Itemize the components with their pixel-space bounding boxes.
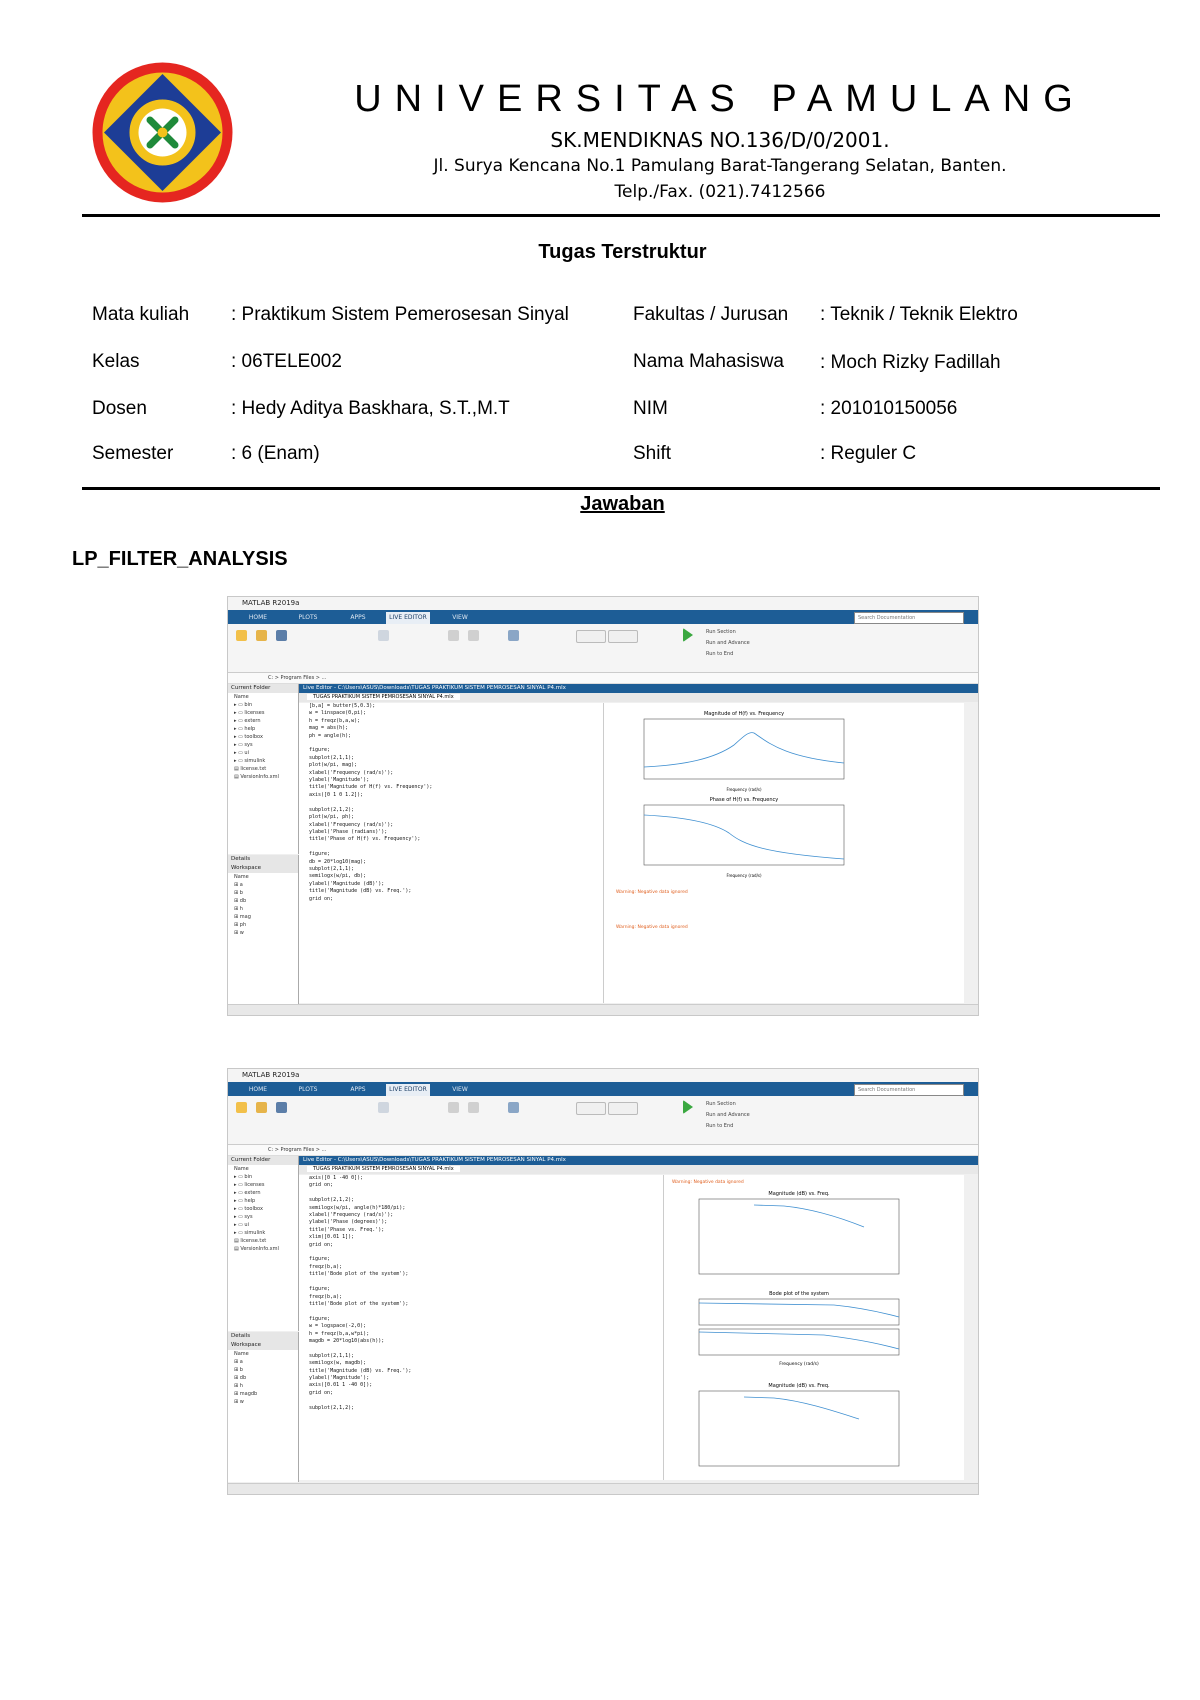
tab-view[interactable]: VIEW: [452, 614, 468, 621]
bold-icon[interactable]: [378, 1102, 389, 1113]
address-bar[interactable]: C: > Program Files > ...: [228, 673, 978, 684]
university-phone: Telp./Fax. (021).7412566: [614, 182, 826, 202]
live-editor-titlebar: Live Editor - C:\Users\ASUS\Downloads\TUGAS PRAKTIKUM SISTEM PEMROSESAN SINYAL P4.mlx: [299, 1156, 979, 1165]
info-label: Shift: [633, 443, 672, 464]
tab-plots[interactable]: PLOTS: [298, 614, 318, 621]
info-label: Nama Mahasiswa: [633, 351, 784, 372]
plot-title: Magnitude of H(f) vs. Frequency: [703, 711, 785, 717]
pane-title: Details: [228, 855, 298, 864]
variable-item[interactable]: ⊞ h: [234, 1383, 243, 1389]
decree-number: SK.MENDIKNAS NO.136/D/0/2001.: [550, 128, 890, 152]
plot-title: Bode plot of the system: [769, 1291, 829, 1297]
plot-axes: [699, 1199, 899, 1274]
list-item[interactable]: ▤ VersionInfo.xml: [234, 1246, 279, 1252]
variable-item[interactable]: ⊞ a: [234, 1359, 243, 1365]
workspace-pane: [228, 855, 299, 1005]
list-item[interactable]: ▸ ▭ toolbox: [234, 734, 263, 740]
plot-title: Magnitude (dB) vs. Freq.: [768, 1383, 830, 1389]
info-divider: [82, 487, 1160, 490]
info-label: NIM: [633, 398, 668, 419]
answer-heading: Jawaban: [580, 493, 665, 515]
variable-item[interactable]: ⊞ w: [234, 930, 244, 936]
status-bar: [228, 1483, 978, 1494]
list-item[interactable]: ▤ license.txt: [234, 766, 267, 772]
ribbon-toolstrip: [228, 1096, 978, 1145]
x-axis-label: Frequency (rad/s): [726, 873, 762, 878]
code-icon[interactable]: [448, 630, 459, 641]
run-icon[interactable]: [683, 628, 693, 642]
save-icon[interactable]: [276, 630, 287, 641]
save-icon[interactable]: [276, 1102, 287, 1113]
variable-item[interactable]: ⊞ ph: [234, 922, 247, 928]
new-icon[interactable]: [236, 1102, 247, 1113]
editor-tab[interactable]: TUGAS PRAKTIKUM SISTEM PEMROSESAN SINYAL P4.mlx: [307, 694, 460, 700]
plot-title: Phase of H(f) vs. Frequency: [709, 797, 779, 803]
tab-live-editor[interactable]: LIVE EDITOR: [386, 612, 430, 624]
header-divider: [82, 214, 1160, 217]
live-output-pane: [663, 1175, 964, 1480]
list-item[interactable]: ▤ VersionInfo.xml: [234, 774, 279, 780]
university-address: Jl. Surya Kencana No.1 Pamulang Barat-Tangerang Selatan, Banten.: [433, 156, 1007, 176]
university-name: UNIVERSITAS PAMULANG: [354, 78, 1086, 120]
open-folder-icon[interactable]: [256, 1102, 267, 1113]
list-item[interactable]: ▸ ▭ extern: [234, 1190, 261, 1196]
address-bar[interactable]: C: > Program Files > ...: [228, 1145, 978, 1156]
figure-output-1: [604, 703, 964, 1003]
figure-output-2: [664, 1175, 964, 1480]
editor-tab[interactable]: TUGAS PRAKTIKUM SISTEM PEMROSESAN SINYAL P4.mlx: [307, 1166, 460, 1172]
search-documentation-input[interactable]: Search Documentation: [854, 1084, 964, 1096]
variable-item[interactable]: ⊞ b: [234, 1367, 243, 1373]
matlab-titlebar: MATLAB R2019a: [228, 1069, 978, 1082]
variable-item[interactable]: ⊞ db: [234, 898, 247, 904]
live-output-pane: [603, 703, 964, 1003]
matlab-screenshot-2: [227, 1068, 979, 1495]
current-folder-pane: [228, 684, 299, 854]
code-editor[interactable]: [b,a] = butter(5,0.3); w = linspace(0,pi); h = freqz(b,a,w); mag = abs(h); ph = angle(h); figure; subplot(2,1,1); plot(w/pi, mag); xlabel('Frequency (rad/s)'); ylabel('Magnitude'); title('Magnitude of H(f) vs. Frequency'); axis([0 1 0 1.2]); subplot(2,1,2); plot(w/pi, ph); xlabel('Frequency (rad/s)'); ylabel('Phase (radians)'); title('Phase of H(f) vs. Frequency'); figure; db = 20*log10(mag); subplot(2,1,1); semilogx(w/pi, db); ylabel('Magnitude (dB)'); title('Magnitude (dB) vs. Freq.'); grid on;: [299, 703, 609, 1003]
code-editor[interactable]: axis([0 1 -40 0]); grid on; subplot(2,1,2); semilogx(w/pi, angle(h)*180/pi); xlabel('Frequency (rad/s)'); ylabel('Phase (degrees)'); title('Phase vs. Freq.'); xlim([0.01 1]); grid on; figure; freqz(b,a); title('Bode plot of the system'); figure; freqz(b,a); title('Bode plot of the system'); figure; w = logspace(-2,0); h = freqz(b,a,w*pi); magdb = 20*log10(abs(h)); subplot(2,1,1); semilogx(w, magdb); title('Magnitude (dB) vs. Freq.'); ylabel('Magnitude'); axis([0.01 1 -40 0]); grid on; subplot(2,1,2);: [299, 1175, 669, 1480]
plot-axes: [699, 1299, 899, 1325]
editor-tab-strip: [299, 693, 978, 702]
plot-axes: [644, 719, 844, 779]
current-folder-pane: [228, 1156, 299, 1331]
info-label: Kelas: [92, 351, 140, 372]
ribbon-toolstrip: [228, 624, 978, 673]
section-icon[interactable]: [508, 1102, 519, 1113]
ribbon-tabbar: [228, 610, 978, 624]
latex-button[interactable]: [576, 630, 606, 643]
variable-item[interactable]: ⊞ mag: [234, 914, 251, 920]
pane-title: Workspace: [228, 1341, 298, 1350]
workspace-pane: [228, 1332, 299, 1482]
variable-item[interactable]: ⊞ h: [234, 906, 243, 912]
list-item[interactable]: ▸ ▭ simulink: [234, 1230, 266, 1236]
run-section-label: Run Section: [706, 629, 736, 635]
warning-text: Warning: Negative data ignored: [672, 1180, 744, 1185]
list-item[interactable]: ▸ ▭ licenses: [234, 1182, 265, 1188]
plot-title: Magnitude (dB) vs. Freq.: [768, 1191, 830, 1197]
run-icon[interactable]: [683, 1100, 693, 1114]
column-header: Name: [234, 694, 249, 700]
matlab-screenshot-1: [227, 596, 979, 1016]
variable-item[interactable]: ⊞ magdb: [234, 1391, 258, 1397]
document-title: Tugas Terstruktur: [538, 241, 707, 263]
info-value: : Moch Rizky Fadillah: [820, 352, 1001, 373]
variable-item[interactable]: ⊞ a: [234, 882, 243, 888]
text-icon[interactable]: [468, 1102, 479, 1113]
list-item[interactable]: ▸ ▭ extern: [234, 718, 261, 724]
variable-item[interactable]: ⊞ db: [234, 1375, 247, 1381]
run-to-end-label: Run to End: [706, 1123, 734, 1129]
pane-title: Workspace: [228, 864, 298, 873]
info-value: : 06TELE002: [231, 351, 342, 372]
list-item[interactable]: ▸ ▭ help: [234, 726, 256, 732]
info-value: : Hedy Aditya Baskhara, S.T.,M.T: [231, 398, 510, 419]
section-icon[interactable]: [508, 630, 519, 641]
status-bar: [228, 1004, 978, 1015]
university-logo: [90, 60, 235, 205]
tab-home[interactable]: HOME: [248, 1086, 268, 1093]
info-label: Fakultas / Jurusan: [633, 304, 789, 325]
latex-button[interactable]: [576, 1102, 606, 1115]
latex-button[interactable]: [608, 1102, 638, 1115]
variable-item[interactable]: ⊞ b: [234, 890, 243, 896]
tab-live-editor[interactable]: LIVE EDITOR: [386, 1084, 430, 1096]
search-documentation-input[interactable]: Search Documentation: [854, 612, 964, 624]
info-label: Mata kuliah: [92, 304, 190, 325]
info-value: : 6 (Enam): [231, 443, 320, 464]
open-folder-icon[interactable]: [256, 630, 267, 641]
pane-title: Current Folder: [228, 684, 298, 693]
info-value: : 201010150056: [820, 398, 958, 419]
info-label: Dosen: [92, 398, 147, 419]
list-item[interactable]: ▤ license.txt: [234, 1238, 267, 1244]
new-icon[interactable]: [236, 630, 247, 641]
list-item[interactable]: ▸ ▭ simulink: [234, 758, 266, 764]
tab-apps[interactable]: APPS: [350, 614, 366, 621]
tab-home[interactable]: HOME: [248, 614, 268, 621]
warning-text: Warning: Negative data ignored: [616, 925, 688, 930]
list-item[interactable]: ▸ ▭ bin: [234, 1174, 253, 1180]
text-icon[interactable]: [468, 630, 479, 641]
matlab-titlebar: MATLAB R2019a: [228, 597, 978, 610]
pane-title: Details: [228, 1332, 298, 1341]
list-item[interactable]: ▸ ▭ toolbox: [234, 1206, 263, 1212]
variable-item[interactable]: ⊞ w: [234, 1399, 244, 1405]
section-title: LP_FILTER_ANALYSIS: [72, 548, 288, 570]
column-header: Name: [234, 874, 249, 880]
list-item[interactable]: ▸ ▭ sys: [234, 1214, 253, 1220]
run-section-label: Run Section: [706, 1101, 736, 1107]
bold-icon[interactable]: [378, 630, 389, 641]
x-axis-label: Frequency (rad/s): [779, 1362, 819, 1367]
list-item[interactable]: ▸ ▭ ui: [234, 750, 249, 756]
tab-apps[interactable]: APPS: [350, 1086, 366, 1093]
warning-text: Warning: Negative data ignored: [616, 890, 688, 895]
column-header: Name: [234, 1166, 249, 1172]
list-item[interactable]: ▸ ▭ ui: [234, 1222, 249, 1228]
list-item[interactable]: ▸ ▭ licenses: [234, 710, 265, 716]
pane-title: Current Folder: [228, 1156, 298, 1165]
run-advance-label: Run and Advance: [706, 1112, 750, 1118]
latex-button[interactable]: [608, 630, 638, 643]
list-item[interactable]: ▸ ▭ sys: [234, 742, 253, 748]
info-value: : Teknik / Teknik Elektro: [820, 304, 1018, 325]
live-editor-titlebar: Live Editor - C:\Users\ASUS\Downloads\TUGAS PRAKTIKUM SISTEM PEMROSESAN SINYAL P4.mlx: [299, 684, 979, 693]
list-item[interactable]: ▸ ▭ help: [234, 1198, 256, 1204]
code-icon[interactable]: [448, 1102, 459, 1113]
tab-plots[interactable]: PLOTS: [298, 1086, 318, 1093]
ribbon-tabbar: [228, 1082, 978, 1096]
info-value: : Reguler C: [820, 443, 917, 464]
info-value: : Praktikum Sistem Pemerosesan Sinyal: [231, 304, 569, 325]
x-axis-label: Frequency (rad/s): [726, 787, 762, 792]
run-to-end-label: Run to End: [706, 651, 734, 657]
editor-tab-strip: [299, 1165, 978, 1174]
column-header: Name: [234, 1351, 249, 1357]
info-label: Semester: [92, 443, 174, 464]
tab-view[interactable]: VIEW: [452, 1086, 468, 1093]
list-item[interactable]: ▸ ▭ bin: [234, 702, 253, 708]
run-advance-label: Run and Advance: [706, 640, 750, 646]
